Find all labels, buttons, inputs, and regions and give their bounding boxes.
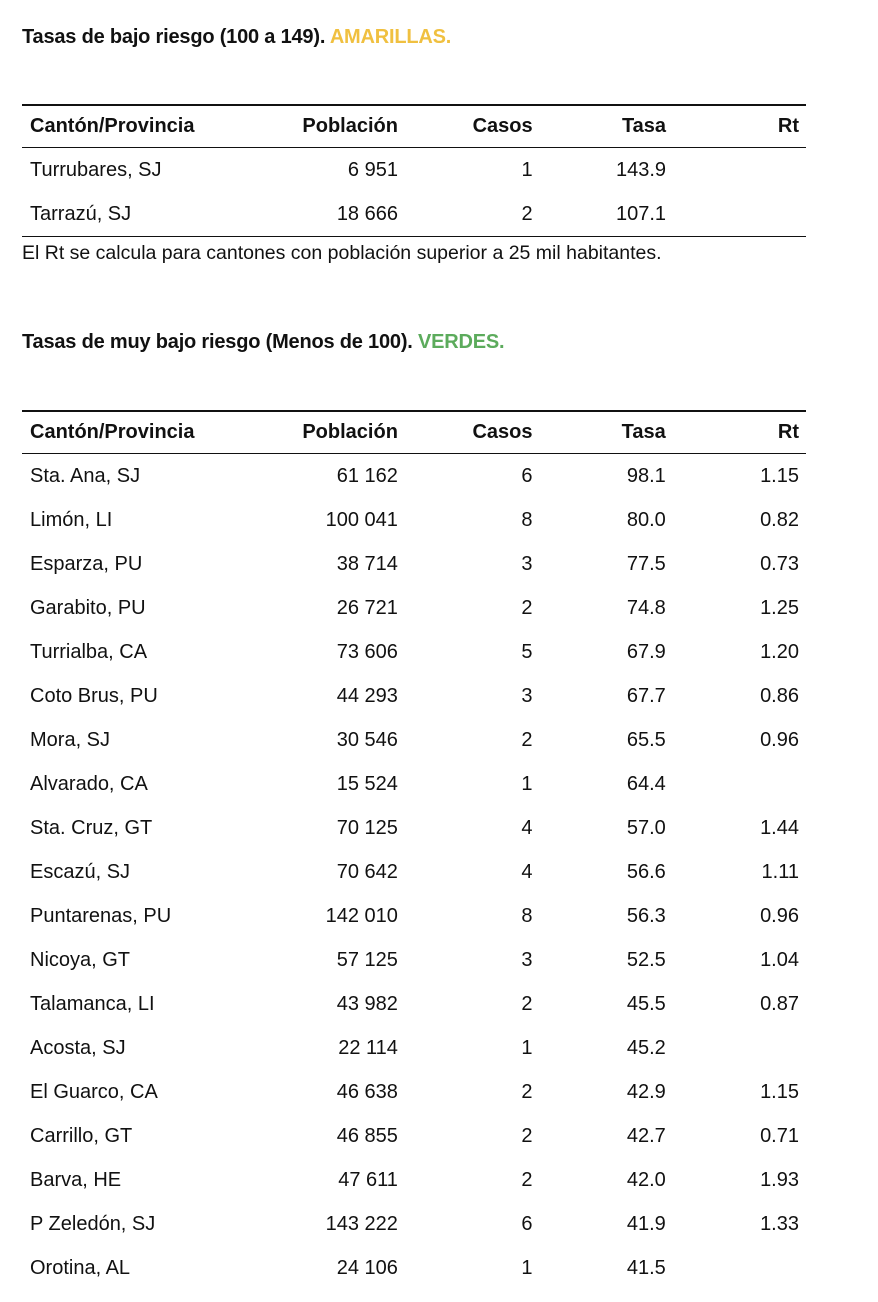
- cell-poblacion: 70 125: [336, 816, 398, 839]
- cell-canton: Mora, SJ: [30, 728, 111, 751]
- table-row: [22, 192, 806, 237]
- table-row: [22, 586, 806, 630]
- cell-casos: 2: [521, 728, 533, 751]
- cell-tasa: 56.6: [626, 860, 666, 883]
- cell-poblacion: 43 982: [336, 992, 398, 1015]
- cell-rt: 0.87: [760, 992, 799, 1015]
- table-row: [22, 674, 806, 718]
- cell-poblacion: 46 855: [336, 1124, 398, 1147]
- table-row: [22, 1202, 806, 1246]
- cell-tasa: 45.2: [626, 1036, 666, 1059]
- cell-rt: 1.11: [761, 860, 799, 883]
- cell-rt: 0.96: [760, 728, 799, 751]
- table-row: [22, 454, 806, 499]
- low-risk-table: [22, 104, 806, 237]
- table-row: [22, 148, 806, 193]
- header-rt: Rt: [666, 105, 806, 148]
- cell-rt: 0.96: [760, 904, 799, 927]
- cell-canton: Barva, HE: [30, 1168, 122, 1191]
- cell-rt: 1.93: [760, 1168, 799, 1191]
- header-tasa: Tasa: [533, 105, 666, 148]
- cell-casos: 2: [398, 192, 533, 237]
- cell-rt: [666, 1246, 806, 1290]
- cell-poblacion: 44 293: [336, 684, 398, 707]
- section-title-low-risk: [22, 26, 451, 49]
- header-casos: Casos: [398, 105, 533, 148]
- cell-rt: 0.73: [760, 552, 799, 575]
- header-casos: Casos: [398, 411, 533, 454]
- cell-poblacion: 22 114: [338, 1036, 398, 1059]
- header-poblacion: Población: [259, 411, 398, 454]
- table-row: [22, 630, 806, 674]
- table-row: [22, 542, 806, 586]
- header-rt: Rt: [666, 411, 806, 454]
- cell-poblacion: 70 642: [336, 860, 398, 883]
- header-canton: Cantón/Provincia: [22, 411, 259, 454]
- cell-poblacion: 73 606: [336, 640, 398, 663]
- cell-poblacion: 47 611: [338, 1168, 398, 1191]
- cell-casos: 3: [521, 552, 533, 575]
- rt-footnote: El Rt se calcula para cantones con población superior a 25 mil habitantes.: [22, 242, 662, 264]
- cell-casos: 4: [521, 860, 533, 883]
- cell-casos: 3: [521, 948, 533, 971]
- cell-casos: 5: [521, 640, 533, 663]
- cell-tasa: 56.3: [626, 904, 666, 927]
- table-row: [22, 850, 806, 894]
- cell-casos: 2: [521, 1168, 533, 1191]
- cell-rt: 0.86: [760, 684, 799, 707]
- cell-casos: 2: [521, 992, 533, 1015]
- cell-casos: 1: [521, 1036, 533, 1059]
- cell-poblacion: 6 951: [347, 158, 398, 181]
- cell-canton: Esparza, PU: [30, 552, 143, 575]
- cell-poblacion: 142 010: [325, 904, 398, 927]
- cell-poblacion: 57 125: [336, 948, 398, 971]
- cell-tasa: 42.0: [626, 1168, 666, 1191]
- cell-poblacion: 38 714: [336, 552, 398, 575]
- cell-canton: Coto Brus, PU: [30, 684, 158, 707]
- cell-tasa: 67.7: [626, 684, 666, 707]
- cell-tasa: 57.0: [626, 816, 666, 839]
- header-tasa: Tasa: [532, 411, 665, 454]
- risk-color-tag: VERDES.: [418, 331, 505, 353]
- cell-poblacion: 18 666: [259, 192, 398, 237]
- cell-canton: Acosta, SJ: [30, 1036, 126, 1059]
- table-row: [22, 1114, 806, 1158]
- cell-casos: 2: [521, 1124, 533, 1147]
- cell-poblacion: 143 222: [325, 1212, 398, 1235]
- cell-canton: Tarrazú, SJ: [22, 192, 259, 237]
- table-row: [22, 1158, 806, 1202]
- section-title-text: Tasas de bajo riesgo (100 a 149).: [22, 26, 326, 48]
- cell-rt: 1.15: [760, 464, 799, 487]
- cell-canton: Sta. Ana, SJ: [30, 464, 141, 487]
- very-low-risk-table: [22, 410, 806, 1290]
- cell-rt: 0.71: [760, 1124, 799, 1147]
- cell-canton: Turrialba, CA: [30, 640, 148, 663]
- table-row: [22, 762, 806, 806]
- cell-canton: Carrillo, GT: [30, 1124, 133, 1147]
- cell-canton: Talamanca, LI: [30, 992, 155, 1015]
- cell-canton: Orotina, AL: [30, 1256, 131, 1279]
- cell-tasa: 52.5: [626, 948, 666, 971]
- cell-casos: 8: [521, 508, 533, 531]
- section-title-text: Tasas de muy bajo riesgo (Menos de 100).: [22, 331, 413, 353]
- cell-casos: 4: [521, 816, 533, 839]
- cell-casos: 3: [521, 684, 533, 707]
- cell-poblacion: 30 546: [336, 728, 398, 751]
- cell-rt: 0.82: [760, 508, 799, 531]
- table-body: [22, 148, 806, 237]
- cell-casos: 2: [521, 1080, 533, 1103]
- cell-casos: 1: [521, 158, 533, 181]
- cell-canton: Alvarado, CA: [30, 772, 148, 795]
- cell-poblacion: 24 106: [336, 1256, 398, 1279]
- cell-canton: Puntarenas, PU: [30, 904, 172, 927]
- cell-canton: Garabito, PU: [30, 596, 146, 619]
- cell-tasa: 41.5: [626, 1256, 666, 1279]
- table-row: [22, 894, 806, 938]
- cell-rt: 1.25: [760, 596, 799, 619]
- header-poblacion: Población: [259, 105, 398, 148]
- cell-tasa: 45.5: [626, 992, 666, 1015]
- cell-rt: 1.44: [760, 816, 799, 839]
- cell-poblacion: 61 162: [336, 464, 398, 487]
- table-row: [22, 938, 806, 982]
- cell-tasa: 98.1: [626, 464, 666, 487]
- cell-poblacion: 26 721: [336, 596, 398, 619]
- cell-casos: 6: [521, 464, 533, 487]
- cell-tasa: 67.9: [626, 640, 666, 663]
- table-header-row: [22, 411, 806, 454]
- cell-canton: Sta. Cruz, GT: [30, 816, 153, 839]
- cell-tasa: 107.1: [533, 192, 666, 237]
- cell-canton: El Guarco, CA: [30, 1080, 158, 1103]
- table-row: [22, 1070, 806, 1114]
- cell-tasa: 41.9: [626, 1212, 666, 1235]
- cell-canton: Limón, LI: [30, 508, 113, 531]
- cell-tasa: 65.5: [626, 728, 666, 751]
- cell-poblacion: 46 638: [336, 1080, 398, 1103]
- cell-poblacion: 15 524: [336, 772, 398, 795]
- cell-tasa: 42.9: [626, 1080, 666, 1103]
- section-title-very-low-risk: [22, 331, 504, 354]
- cell-casos: 8: [521, 904, 533, 927]
- cell-rt: 1.15: [760, 1080, 799, 1103]
- table-body: [22, 454, 806, 1291]
- cell-canton: Turrubares, SJ: [30, 158, 162, 181]
- cell-rt: [666, 192, 806, 237]
- cell-tasa: 77.5: [626, 552, 666, 575]
- cell-rt: [666, 148, 806, 193]
- cell-poblacion: 100 041: [325, 508, 398, 531]
- cell-casos: 6: [521, 1212, 533, 1235]
- cell-rt: 1.33: [760, 1212, 799, 1235]
- table-row: [22, 718, 806, 762]
- table-row: [22, 1026, 806, 1070]
- header-canton: Cantón/Provincia: [22, 105, 259, 148]
- table-header-row: [22, 105, 806, 148]
- table-row: [22, 806, 806, 850]
- cell-tasa: 143.9: [615, 158, 667, 181]
- cell-canton: Nicoya, GT: [30, 948, 131, 971]
- cell-tasa: 42.7: [626, 1124, 666, 1147]
- table-row: [22, 498, 806, 542]
- cell-rt: [666, 1026, 806, 1070]
- cell-tasa: 74.8: [626, 596, 666, 619]
- cell-canton: P Zeledón, SJ: [30, 1212, 156, 1235]
- cell-rt: 1.20: [760, 640, 799, 663]
- risk-color-tag: AMARILLAS.: [329, 26, 452, 48]
- cell-tasa: 64.4: [626, 772, 666, 795]
- cell-casos: 2: [521, 596, 533, 619]
- cell-rt: 1.04: [760, 948, 799, 971]
- cell-casos: 1: [521, 1256, 533, 1279]
- cell-canton: Escazú, SJ: [30, 860, 131, 883]
- cell-tasa: 80.0: [626, 508, 666, 531]
- table-row: [22, 982, 806, 1026]
- cell-rt: [666, 762, 806, 806]
- table-row: [22, 1246, 806, 1290]
- cell-casos: 1: [521, 772, 533, 795]
